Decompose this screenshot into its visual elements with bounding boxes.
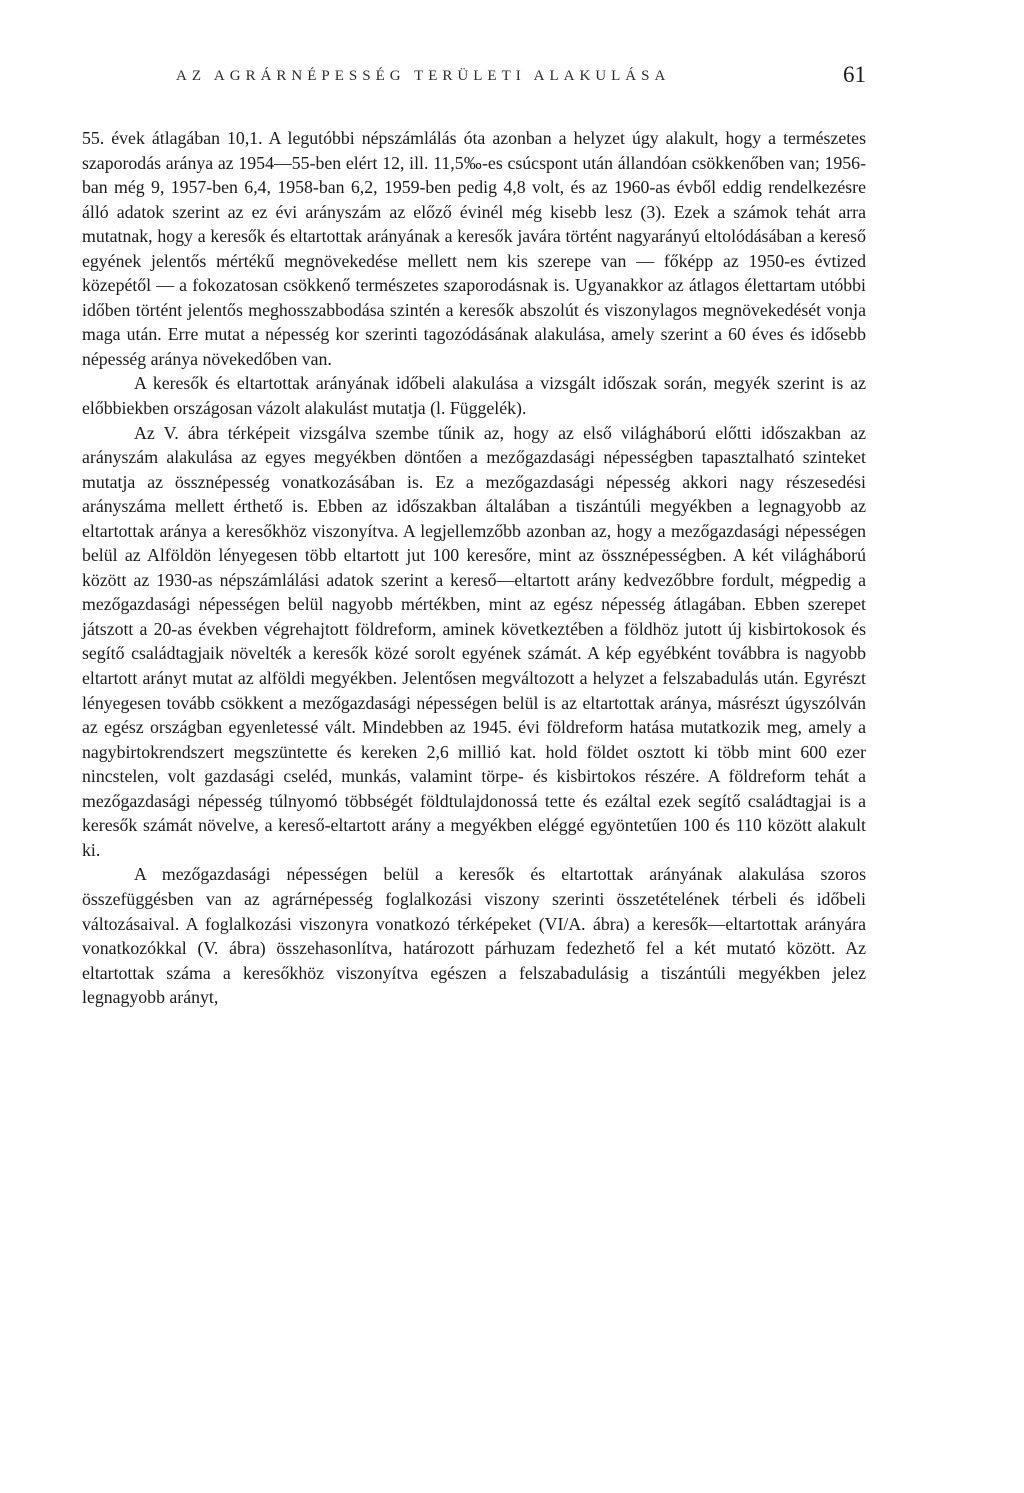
- paragraph: Az V. ábra térképeit vizsgálva szembe tűnik az, hogy az első világháború előtti időszakban az arányszám alakulása az egyes megyékben döntően a mezőgazdasági népességben tapasztalható szinteket mutatja az össznépesség vonatkozásában is. Ez a mezőgazdasági népesség akkori nagy részesedési arányszáma mellett érthető is. Ebben az időszakban általában a tiszántúli megyékben a legnagyobb az eltartottak aránya a keresőkhöz viszonyítva. A legjellemzőbb azonban az, hogy a mezőgazdasági népességen belül az Alföldön lényegesen több eltartott jut 100 keresőre, mint az össznépességben. A két világháború között az 1930-as népszámlálási adatok szerint a kereső—eltartott arány kedvezőbbre fordult, mégpedig a mezőgazdasági népességen belül nagyobb mértékben, mint az egész népesség átlagában. Ebben szerepet játszott a 20-as években végrehajtott földreform, aminek következtében a földhöz jutott új kisbirtokosok és segítő családtagjaik növelték a keresők közé sorolt egyének számát. A kép egyébként továbbra is nagyobb eltartott arányt mutat az alföldi megyékben. Jelentősen megváltozott a helyzet a felszabadulás után. Egyrészt lényegesen tovább csökkent a mezőgazdasági népességen belül is az eltartottak aránya, másrészt úgyszólván az egész országban egyenletessé vált. Mindebben az 1945. évi földreform hatása mutatkozik meg, amely a nagybirtokrendszert megszüntette és kereken 2,6 millió kat. hold földet osztott ki több mint 600 ezer nincstelen, volt gazdasági cseléd, munkás, valamint törpe- és kisbirtokos részére. A földreform tehát a mezőgazdasági népesség túlnyomó többségét földtulajdonossá tette és ezáltal ezek segítő családtagjai is a keresők számát növelve, a kereső-eltartott arány a megyékben eléggé egyöntetűen 100 és 110 között alakult ki.: [82, 422, 866, 860]
- page-number: 61: [843, 62, 866, 87]
- document-page: [82, 62, 866, 1010]
- paragraph: A mezőgazdasági népességen belül a keresők és eltartottak arányának alakulása szoros összefüggésben van az agrárnépesség foglalkozási viszony szerinti összetételének térbeli és időbeli változásaival. A foglalkozási viszonyra vonatkozó térképeket (VI/A. ábra) a keresők—eltartottak arányára vonatkozókkal (V. ábra) összehasonlítva, határozott párhuzam fedezhető fel a két mutató között. Az eltartottak száma a keresőkhöz viszonyítva egészen a felszabadulásig a tiszántúli megyékben jelez legnagyobb arányt,: [82, 864, 866, 1008]
- running-header: [82, 62, 866, 96]
- paragraph: A keresők és eltartottak arányának időbeli alakulása a vizsgált időszak során, megyék szerint is az előbbiekben országosan vázolt alakulást mutatja (l. Függelék).: [82, 373, 866, 419]
- running-title: AZ AGRÁRNÉPESSÉG TERÜLETI ALAKULÁSA: [176, 68, 671, 84]
- paragraph: 55. évek átlagában 10,1. A legutóbbi népszámlálás óta azonban a helyzet úgy alakult, hogy a természetes szaporodás aránya az 1954—55-ben elért 12, ill. 11,5‰-es csúcspont után állandóan csökkenőben van; 1956-ban még 9, 1957-ben 6,4, 1958-ban 6,2, 1959-ben pedig 4,8 volt, és az 1960-as évből eddig rendelkezésre álló adatok szerint az ez évi arányszám az előző évinél még kisebb lesz (3). Ezek a számok tehát arra mutatnak, hogy a keresők és eltartottak arányának a keresők javára történt nagyarányú eltolódásában a kereső egyének jelentős mértékű megnövekedése mellett nem kis szerepe van — főképp az 1950-es évtized közepétől — a fokozatosan csökkenő természetes szaporodásnak is. Ugyanakkor az átlagos élettartam utóbbi időben történt jelentős meghosszabbodása szintén a keresők abszolút és viszonylagos megnövekedését vonja maga után. Erre mutat a népesség kor szerinti tagozódásának alakulása, amely szerint a 60 éves és idősebb népesség aránya növekedőben van.: [82, 128, 866, 369]
- body-text: [82, 126, 866, 1010]
